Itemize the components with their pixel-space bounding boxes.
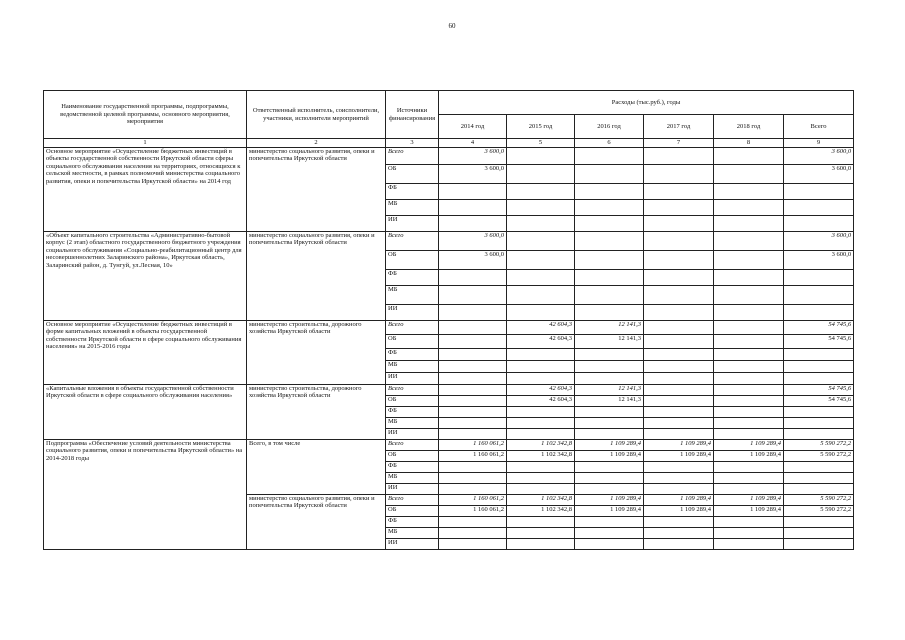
cell-value: 1 109 289,4 — [714, 439, 784, 450]
cell-value — [575, 472, 644, 483]
cell-value: 1 109 289,4 — [575, 494, 644, 505]
cell-value — [507, 461, 575, 472]
row-name: Основное мероприятие «Осуществление бюджетных инвестиций в форме капитальных вложений в объекты государственной собственности Иркутской области в сфере социального обслуживания населения» на 2015-2016 годы — [44, 320, 247, 384]
cell-value — [507, 304, 575, 320]
cell-value — [439, 285, 507, 304]
cell-value — [507, 215, 575, 231]
cell-value: 3 600,0 — [439, 250, 507, 269]
cell-value: 1 109 289,4 — [714, 505, 784, 516]
cell-value: 42 604,3 — [507, 320, 575, 334]
cell-value — [714, 428, 784, 439]
cell-value — [575, 304, 644, 320]
cell-value — [644, 334, 714, 348]
source-ob: ОБ — [386, 250, 439, 269]
cell-total: 54 745,6 — [784, 384, 854, 395]
cell-value — [644, 231, 714, 250]
cell-value — [575, 215, 644, 231]
header-total: Всего — [784, 115, 854, 139]
cell-value — [644, 417, 714, 428]
cell-value — [575, 360, 644, 372]
cell-value — [507, 164, 575, 183]
cell-value — [439, 360, 507, 372]
cell-value — [507, 538, 575, 549]
row-name: Подпрограмма «Обеспечение условий деятельности министерства социального развития, опеки и попечительства Иркутской области» на 2014-2018 годы — [44, 439, 247, 549]
source-ii: ИИ — [386, 215, 439, 231]
cell-total — [784, 538, 854, 549]
cell-value: 1 160 061,2 — [439, 439, 507, 450]
source-ii: ИИ — [386, 428, 439, 439]
cell-value — [644, 348, 714, 360]
header-year: 2014 год — [439, 115, 507, 139]
cell-value — [507, 406, 575, 417]
cell-total: 3 600,0 — [784, 250, 854, 269]
cell-value: 1 109 289,4 — [714, 450, 784, 461]
cell-total — [784, 483, 854, 494]
cell-value — [575, 269, 644, 285]
cell-value — [714, 320, 784, 334]
cell-value — [507, 372, 575, 384]
cell-value: 1 160 061,2 — [439, 494, 507, 505]
cell-value — [644, 304, 714, 320]
cell-total: 5 590 272,2 — [784, 494, 854, 505]
row-responsible: министерство социального развития, опеки и попечительства Иркутской области — [247, 147, 386, 231]
source-ii: ИИ — [386, 304, 439, 320]
cell-total — [784, 199, 854, 215]
cell-total: 5 590 272,2 — [784, 505, 854, 516]
cell-value: 1 109 289,4 — [644, 439, 714, 450]
header-expenses: Расходы (тыс.руб.), годы — [439, 91, 854, 115]
cell-value — [507, 483, 575, 494]
source-ob: ОБ — [386, 395, 439, 406]
cell-value — [439, 304, 507, 320]
cell-value: 42 604,3 — [507, 395, 575, 406]
table-row — [44, 384, 854, 395]
cell-value — [439, 395, 507, 406]
cell-value — [507, 348, 575, 360]
cell-value — [644, 164, 714, 183]
cell-value — [714, 231, 784, 250]
row-responsible: Всего, в том числе — [247, 439, 386, 494]
cell-value — [575, 231, 644, 250]
table-row — [44, 439, 854, 450]
cell-value — [575, 183, 644, 199]
source-fb: ФБ — [386, 269, 439, 285]
col-number: 4 — [439, 139, 507, 148]
cell-value — [714, 250, 784, 269]
cell-value — [439, 183, 507, 199]
cell-total: 54 745,6 — [784, 334, 854, 348]
cell-total — [784, 428, 854, 439]
cell-value — [439, 320, 507, 334]
cell-value: 42 604,3 — [507, 334, 575, 348]
budget-table — [43, 90, 854, 550]
cell-value — [575, 285, 644, 304]
cell-value — [714, 527, 784, 538]
cell-value — [714, 360, 784, 372]
cell-value — [714, 304, 784, 320]
cell-value — [575, 372, 644, 384]
cell-value — [644, 483, 714, 494]
cell-value — [439, 428, 507, 439]
source-mb: МБ — [386, 285, 439, 304]
source-mb: МБ — [386, 199, 439, 215]
row-name: «Объект капитального строительства «Административно-бытовой корпус (2 этап) областного государственного бюджетного учреждения социального обслуживания «Социально-реабилитационный центр для несовершеннолетних Заларинского района», Иркутская область, Заларинский район, д. Тунгуй, ул.Лесная, 10» — [44, 231, 247, 320]
cell-value — [644, 538, 714, 549]
cell-total: 54 745,6 — [784, 320, 854, 334]
cell-value — [439, 406, 507, 417]
cell-value — [575, 516, 644, 527]
cell-value — [575, 417, 644, 428]
cell-value — [439, 516, 507, 527]
cell-value — [644, 428, 714, 439]
cell-total — [784, 417, 854, 428]
cell-value — [439, 538, 507, 549]
cell-value: 1 160 061,2 — [439, 505, 507, 516]
cell-total — [784, 472, 854, 483]
source-total: Всего — [386, 384, 439, 395]
cell-value — [644, 395, 714, 406]
cell-value — [507, 516, 575, 527]
cell-value: 12 141,3 — [575, 320, 644, 334]
source-ob: ОБ — [386, 505, 439, 516]
cell-total — [784, 461, 854, 472]
cell-value — [714, 147, 784, 164]
cell-value — [714, 384, 784, 395]
cell-value — [575, 164, 644, 183]
source-fb: ФБ — [386, 461, 439, 472]
source-mb: МБ — [386, 527, 439, 538]
col-number: 5 — [507, 139, 575, 148]
cell-value: 1 109 289,4 — [575, 439, 644, 450]
cell-value — [714, 395, 784, 406]
cell-total — [784, 372, 854, 384]
cell-value: 42 604,3 — [507, 384, 575, 395]
cell-value — [575, 461, 644, 472]
cell-value — [507, 428, 575, 439]
cell-value — [714, 538, 784, 549]
source-fb: ФБ — [386, 516, 439, 527]
cell-value — [575, 406, 644, 417]
cell-value — [714, 285, 784, 304]
cell-value — [575, 428, 644, 439]
cell-value — [714, 461, 784, 472]
cell-value — [507, 231, 575, 250]
cell-value: 1 102 342,8 — [507, 494, 575, 505]
source-ob: ОБ — [386, 164, 439, 183]
source-total: Всего — [386, 231, 439, 250]
cell-total — [784, 183, 854, 199]
cell-value — [714, 472, 784, 483]
cell-value — [507, 527, 575, 538]
source-mb: МБ — [386, 472, 439, 483]
col-number: 8 — [714, 139, 784, 148]
source-total: Всего — [386, 494, 439, 505]
col-number: 3 — [386, 139, 439, 148]
cell-total — [784, 360, 854, 372]
col-number: 1 — [44, 139, 247, 148]
cell-value: 1 109 289,4 — [644, 494, 714, 505]
cell-value — [644, 406, 714, 417]
source-mb: МБ — [386, 417, 439, 428]
cell-total — [784, 527, 854, 538]
cell-total: 3 600,0 — [784, 231, 854, 250]
cell-value — [507, 472, 575, 483]
cell-value — [644, 516, 714, 527]
cell-value: 1 102 342,8 — [507, 450, 575, 461]
cell-value: 1 109 289,4 — [714, 494, 784, 505]
cell-value: 12 141,3 — [575, 395, 644, 406]
cell-total: 5 590 272,2 — [784, 439, 854, 450]
cell-value — [439, 215, 507, 231]
cell-value: 12 141,3 — [575, 334, 644, 348]
cell-value — [507, 183, 575, 199]
cell-value — [644, 250, 714, 269]
cell-value — [439, 199, 507, 215]
cell-value — [644, 384, 714, 395]
cell-value — [575, 483, 644, 494]
cell-value — [714, 483, 784, 494]
cell-value — [439, 527, 507, 538]
cell-value — [714, 215, 784, 231]
cell-value — [714, 406, 784, 417]
cell-value — [644, 372, 714, 384]
header-year: 2018 год — [714, 115, 784, 139]
cell-value — [644, 472, 714, 483]
header-year: 2017 год — [644, 115, 714, 139]
cell-total — [784, 406, 854, 417]
source-ii: ИИ — [386, 538, 439, 549]
cell-value — [714, 334, 784, 348]
cell-value — [439, 269, 507, 285]
col-number: 2 — [247, 139, 386, 148]
source-total: Всего — [386, 439, 439, 450]
header-responsible: Ответственный исполнитель, соисполнители, участники, исполнители мероприятий — [247, 91, 386, 139]
cell-total: 5 590 272,2 — [784, 450, 854, 461]
source-total: Всего — [386, 320, 439, 334]
cell-value — [644, 147, 714, 164]
source-ob: ОБ — [386, 450, 439, 461]
row-responsible: министерство строительства, дорожного хозяйства Иркутской области — [247, 320, 386, 384]
row-responsible: министерство социального развития, опеки и попечительства Иркутской области — [247, 494, 386, 549]
cell-value: 1 109 289,4 — [644, 450, 714, 461]
cell-value — [644, 527, 714, 538]
source-ii: ИИ — [386, 483, 439, 494]
col-number: 7 — [644, 139, 714, 148]
cell-value — [575, 538, 644, 549]
cell-value — [507, 250, 575, 269]
cell-value — [439, 483, 507, 494]
table-row — [44, 231, 854, 250]
cell-value — [507, 285, 575, 304]
cell-value — [644, 320, 714, 334]
table-body — [44, 147, 854, 549]
cell-value — [644, 360, 714, 372]
cell-value — [644, 269, 714, 285]
cell-value — [714, 183, 784, 199]
cell-value — [644, 461, 714, 472]
table-row — [44, 320, 854, 334]
col-number: 9 — [784, 139, 854, 148]
page-number: 60 — [448, 22, 456, 30]
cell-value — [439, 472, 507, 483]
source-mb: МБ — [386, 360, 439, 372]
cell-total — [784, 285, 854, 304]
cell-value — [439, 384, 507, 395]
cell-value — [714, 372, 784, 384]
cell-value — [714, 269, 784, 285]
cell-value — [507, 199, 575, 215]
cell-value — [644, 183, 714, 199]
cell-value — [439, 417, 507, 428]
cell-value — [575, 199, 644, 215]
cell-value — [575, 527, 644, 538]
cell-value — [439, 372, 507, 384]
cell-value — [714, 348, 784, 360]
header-year: 2016 год — [575, 115, 644, 139]
cell-value — [714, 417, 784, 428]
cell-total: 3 600,0 — [784, 164, 854, 183]
cell-value: 1 102 342,8 — [507, 439, 575, 450]
cell-value — [507, 269, 575, 285]
cell-total: 3 600,0 — [784, 147, 854, 164]
source-fb: ФБ — [386, 183, 439, 199]
cell-value: 12 141,3 — [575, 384, 644, 395]
cell-value — [714, 199, 784, 215]
cell-value: 3 600,0 — [439, 164, 507, 183]
header-year: 2015 год — [507, 115, 575, 139]
source-ob: ОБ — [386, 334, 439, 348]
cell-total — [784, 269, 854, 285]
cell-total — [784, 516, 854, 527]
col-number: 6 — [575, 139, 644, 148]
source-fb: ФБ — [386, 348, 439, 360]
cell-total: 54 745,6 — [784, 395, 854, 406]
cell-value: 1 109 289,4 — [644, 505, 714, 516]
cell-value — [439, 461, 507, 472]
cell-value — [507, 360, 575, 372]
cell-value — [575, 348, 644, 360]
cell-value: 1 109 289,4 — [575, 505, 644, 516]
cell-total — [784, 304, 854, 320]
cell-value — [575, 250, 644, 269]
cell-total — [784, 348, 854, 360]
cell-value: 3 600,0 — [439, 147, 507, 164]
row-name: «Капитальные вложения в объекты государственной собственности Иркутской области в сфере социального обслуживания населения» — [44, 384, 247, 439]
cell-value — [507, 147, 575, 164]
source-total: Всего — [386, 147, 439, 164]
table-row — [44, 147, 854, 164]
source-ii: ИИ — [386, 372, 439, 384]
cell-value: 1 102 342,8 — [507, 505, 575, 516]
row-responsible: министерство строительства, дорожного хозяйства Иркутской области — [247, 384, 386, 439]
cell-value — [439, 334, 507, 348]
cell-value — [644, 215, 714, 231]
source-fb: ФБ — [386, 406, 439, 417]
cell-value — [439, 348, 507, 360]
cell-total — [784, 215, 854, 231]
cell-value: 3 600,0 — [439, 231, 507, 250]
cell-value — [644, 285, 714, 304]
cell-value — [644, 199, 714, 215]
cell-value — [575, 147, 644, 164]
cell-value — [507, 417, 575, 428]
header-sources: Источники финансирования — [386, 91, 439, 139]
row-name: Основное мероприятие «Осуществление бюджетных инвестиций в объекты государственной собственности Иркутской области сферы социального обслуживания населения на территориях, относящихся к сельской местности, в рамках полномочий министерства социального развития, опеки и попечительства Иркутской области» на 2014 год — [44, 147, 247, 231]
cell-value: 1 160 061,2 — [439, 450, 507, 461]
cell-value — [714, 164, 784, 183]
cell-value: 1 109 289,4 — [575, 450, 644, 461]
header-name: Наименование государственной программы, подпрограммы, ведомственной целевой программы, основного мероприятия, мероприятия — [44, 91, 247, 139]
cell-value — [714, 516, 784, 527]
row-responsible: министерство социального развития, опеки и попечительства Иркутской области — [247, 231, 386, 320]
